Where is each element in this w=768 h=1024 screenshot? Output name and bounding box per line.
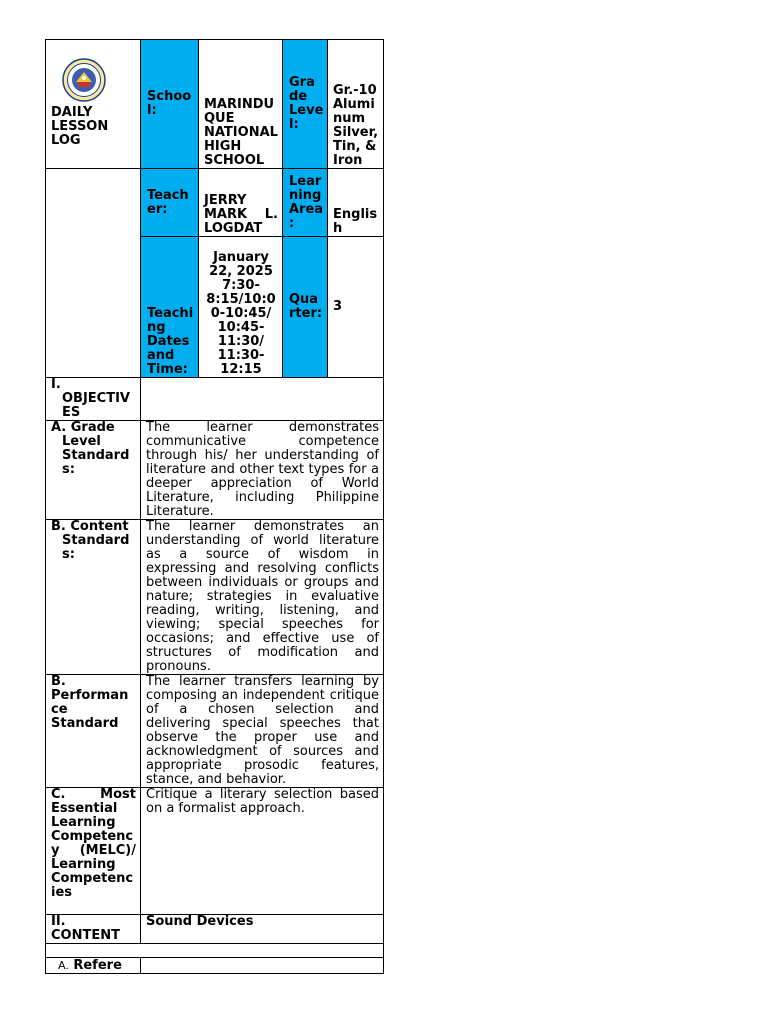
- daily-lesson-log-table: [45, 39, 384, 974]
- grade-standards-text: The learner demonstrates communicative competence through his/ her understanding of literature and other text types for a deeper appreciation of World Literature, including Philippine Literature.: [141, 421, 384, 520]
- log-title-cell: [46, 40, 141, 169]
- grade-level-value: Gr.-10 Aluminum Silver, Tin, & Iron: [328, 40, 384, 169]
- objectives-row: [46, 378, 384, 421]
- teaching-dates-value: January 22, 2025 7:30-8:15/10:00-10:45/ 10:45-11:30/ 11:30-12:15: [199, 237, 283, 378]
- teacher-value: JERRY MARK L. LOGDAT: [199, 169, 283, 237]
- grade-level-standards-row: [46, 421, 384, 520]
- references-row: [46, 958, 384, 974]
- references-empty: [141, 958, 384, 974]
- melc-text: Critique a literary selection based on a formalist approach.: [141, 788, 384, 915]
- content-standards-row: [46, 520, 384, 675]
- learning-area-label: Learning Area:: [283, 169, 328, 237]
- content-value: Sound Devices: [141, 915, 384, 944]
- objectives-empty: [141, 378, 384, 421]
- references-label-cell: [46, 958, 141, 974]
- school-value: MARINDUQUE NATIONAL HIGH SCHOOL: [199, 40, 283, 169]
- school-label: School:: [141, 40, 199, 169]
- content-label: II. CONTENT: [46, 915, 141, 944]
- spacer-row: [46, 944, 384, 958]
- objectives-label: I. OBJECTIVES: [46, 378, 141, 421]
- grade-level-label: Grade Level:: [283, 40, 328, 169]
- content-standards-text: The learner demonstrates an understanding of world literature as a source of wisdom in expressing and resolving conflicts between individuals or groups and nature; strategies in evaluative reading, writing, listening, and viewing; special speeches for occasions; and effective use of structures of modification and pronouns.: [141, 520, 384, 675]
- content-row: [46, 915, 384, 944]
- content-standards-label: B. Content Standards:: [46, 520, 141, 675]
- header-row-teacher: [46, 169, 384, 237]
- teaching-dates-label: Teaching Dates and Time:: [141, 237, 199, 378]
- quarter-value: 3: [328, 237, 384, 378]
- melc-label: C. Most Essential Learning Competency (MELC)/ Learning Competencies: [46, 788, 141, 915]
- quarter-label: Quarter:: [283, 237, 328, 378]
- learning-area-value: English: [328, 169, 384, 237]
- references-prefix: A.: [58, 958, 69, 972]
- teacher-label: Teacher:: [141, 169, 199, 237]
- references-label: Refere: [73, 957, 122, 973]
- log-title: DAILY LESSON LOG: [51, 105, 109, 148]
- spacer-cell: [46, 944, 384, 958]
- log-title-spacer: [46, 169, 141, 378]
- header-row-school: [46, 40, 384, 169]
- performance-standard-label: B. Performance Standard: [46, 675, 141, 788]
- performance-standard-row: [46, 675, 384, 788]
- performance-standard-text: The learner transfers learning by composing an independent critique of a chosen selection and delivering special speeches that observe the proper use and acknowledgment of sources and appropriate prosodic features, stance, and behavior.: [141, 675, 384, 788]
- grade-standards-label: A. Grade Level Standards:: [46, 421, 141, 520]
- melc-row: [46, 788, 384, 915]
- deped-seal-icon: [59, 58, 109, 102]
